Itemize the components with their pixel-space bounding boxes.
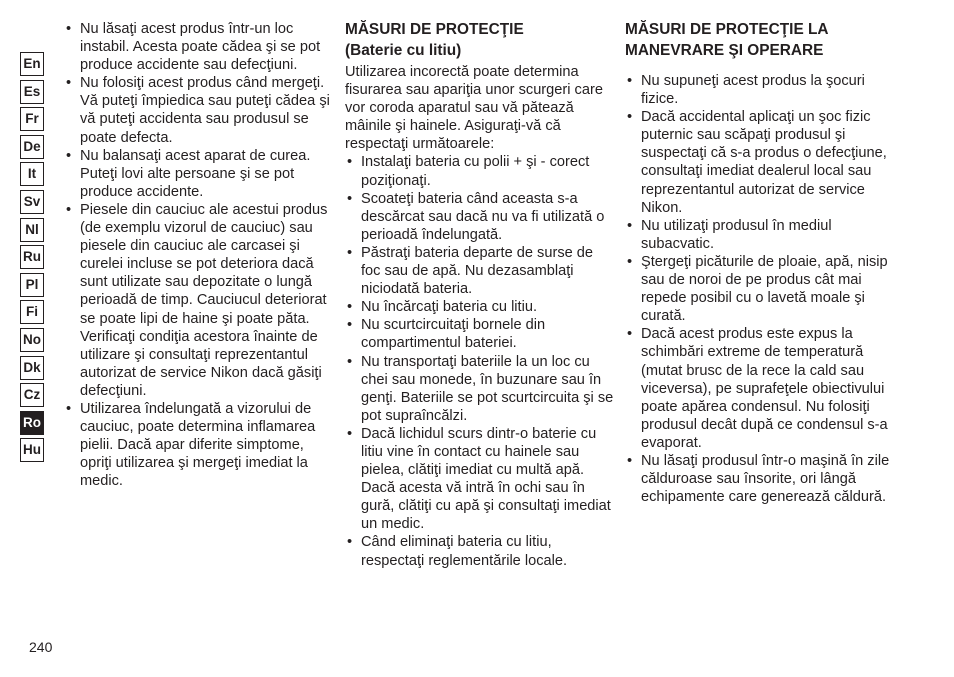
language-tab-es[interactable]: Es: [20, 80, 44, 104]
language-tabs: [20, 52, 44, 466]
language-tab-fr[interactable]: Fr: [20, 107, 44, 131]
handling-list: [625, 72, 900, 506]
language-tab-de[interactable]: De: [20, 135, 44, 159]
column-general-warnings: [64, 20, 334, 490]
list-item: • Nu lăsaţi produsul într-o maşină în zile călduroase sau însorite, ori lângă echipamente care generează căldură.: [625, 452, 900, 506]
list-item: • Piesele din cauciuc ale acestui produs (de exemplu vizorul de cauciuc) sau piesele din cauciuc ale carcasei şi curelei incluse se pot deteriora dacă sunt utilizate sau depozitate o lungă perioadă de timp. Cauciucul deteriorat se poate lipi de haine şi poate păta. Verificaţi condiţia acestora înainte de utilizare şi consultaţi reprezentantul autorizat de service Nikon dacă găsiţi defecţiuni.: [64, 201, 334, 400]
list-item: • Dacă acest produs este expus la schimbări extreme de temperatură (mutat brusc de la rece la cald sau viceversa), pe suprafeţele obiectivului poate apărea condensul. Nu folosiţi produsul decât după ce condensul s-a evaporat.: [625, 325, 900, 452]
list-item: • Păstraţi bateria departe de surse de foc sau de apă. Nu dezasamblaţi niciodată bateria.: [345, 244, 615, 298]
language-tab-en[interactable]: En: [20, 52, 44, 76]
language-tab-cz[interactable]: Cz: [20, 383, 44, 407]
heading-line-2: (Baterie cu litiu): [345, 42, 462, 59]
list-item: • Nu folosiţi acest produs când mergeţi. Vă puteţi împiedica sau puteţi cădea şi vă puteţi accidenta sau produsul se poate defecta.: [64, 74, 334, 146]
language-tab-fi[interactable]: Fi: [20, 300, 44, 324]
language-tab-ru[interactable]: Ru: [20, 245, 44, 269]
list-item: • Utilizarea îndelungată a vizorului de cauciuc, poate determina inflamarea pielii. Dacă apar diferite simptome, opriţi utilizarea şi mergeţi imediat la medic.: [64, 400, 334, 490]
list-item: • Dacă lichidul scurs dintr-o baterie cu litiu vine în contact cu hainele sau pielea, clătiţi imediat cu multă apă. Dacă acesta vă intră în ochi sau în gură, clătiţi cu apă şi consultaţi imediat un medic.: [345, 425, 615, 534]
list-item: • Dacă accidental aplicaţi un şoc fizic puternic sau scăpaţi produsul şi suspectaţi că s-a produs o defecţiune, consultaţi imediat dealerul local sau reprezentantul autorizat de service Nikon.: [625, 108, 900, 217]
section-heading: [625, 19, 900, 61]
column-handling-precautions: [625, 19, 900, 506]
column-battery-precautions: [345, 19, 615, 570]
language-tab-ro[interactable]: Ro: [20, 411, 44, 435]
list-item: • Când eliminaţi bateria cu litiu, respectaţi reglementările locale.: [345, 533, 615, 569]
page-number: 240: [29, 639, 53, 655]
list-item: • Nu scurtcircuitaţi bornele din compartimentul bateriei.: [345, 316, 615, 352]
list-item: • Nu utilizaţi produsul în mediul subacvatic.: [625, 217, 900, 253]
language-tab-nl[interactable]: Nl: [20, 218, 44, 242]
language-tab-hu[interactable]: Hu: [20, 438, 44, 462]
section-heading: [345, 19, 615, 61]
language-tab-pl[interactable]: Pl: [20, 273, 44, 297]
list-item: • Scoateţi bateria când aceasta s-a descărcat sau dacă nu va fi utilizată o perioadă îndelungată.: [345, 190, 615, 244]
heading-line-1: MĂSURI DE PROTECŢIE: [345, 21, 524, 38]
language-tab-dk[interactable]: Dk: [20, 356, 44, 380]
list-item: • Instalaţi bateria cu polii + şi - corect poziţionaţi.: [345, 153, 615, 189]
language-tab-no[interactable]: No: [20, 328, 44, 352]
list-item: • Ştergeţi picăturile de ploaie, apă, nisip sau de noroi de pe produs cât mai repede posibil cu o lavetă moale şi curată.: [625, 253, 900, 325]
list-item: • Nu supuneţi acest produs la şocuri fizice.: [625, 72, 900, 108]
language-tab-it[interactable]: It: [20, 162, 44, 186]
intro-paragraph: Utilizarea incorectă poate determina fisurarea sau apariţia unor scurgeri care vor coroda aparatul sau vă pătează mâinile şi hainele. Asiguraţi-vă că respectaţi următoarele:: [345, 64, 603, 153]
list-item: • Nu încărcaţi bateria cu litiu.: [345, 298, 615, 316]
list-item: • Nu balansaţi acest aparat de curea. Puteţi lovi alte persoane şi se pot produce accidente.: [64, 147, 334, 201]
language-tab-sv[interactable]: Sv: [20, 190, 44, 214]
list-item: • Nu lăsaţi acest produs într-un loc instabil. Acesta poate cădea şi se pot produce accidente sau defecţiuni.: [64, 20, 334, 74]
warnings-list: [64, 20, 334, 490]
heading-line-2: MANEVRARE ŞI OPERARE: [625, 42, 824, 59]
battery-list: [345, 153, 615, 569]
heading-line-1: MĂSURI DE PROTECŢIE LA: [625, 21, 829, 38]
list-item: • Nu transportaţi bateriile la un loc cu chei sau monede, în buzunare sau în genţi. Bateriile se pot scurtcircuita şi se pot supraîncălzi.: [345, 353, 615, 425]
